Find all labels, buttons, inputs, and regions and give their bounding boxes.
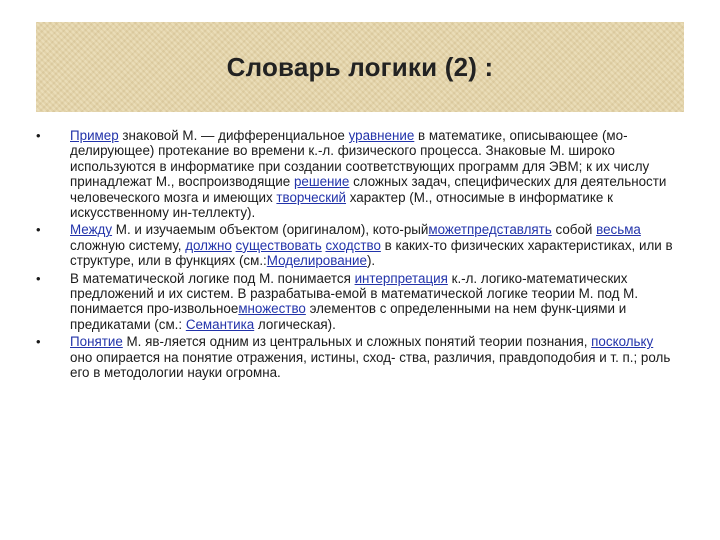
hyperlink[interactable]: творческий	[276, 189, 347, 205]
hyperlink[interactable]: существовать	[235, 237, 322, 253]
hyperlink[interactable]: решение	[293, 174, 350, 190]
bullet-text: М. и изучаемым объектом (оригиналом), кото-рый	[112, 222, 429, 238]
bullet-marker: •	[36, 128, 41, 143]
bullet-text: оно опирается на понятие отражения, истины, сход- ства, различия, правдоподобия и т. п.; роль его в методологии науки огромна.	[70, 349, 671, 381]
bullet-text: М. яв-ляется одним из центральных и сложных понятий теории познания,	[122, 334, 592, 350]
hyperlink[interactable]: весьма	[596, 222, 641, 238]
bullet-text: к.-л. логико-математических предложений и их систем. В разрабатыва-емой в математической логике теории М. под М. понимается про-извольное	[70, 270, 639, 317]
bullet-text: сложных задач, специфических для деятельности человеческого мозга и имеющих	[70, 174, 667, 205]
hyperlink[interactable]: сходство	[325, 237, 381, 253]
bullet-item	[28, 334, 678, 380]
bullet-item	[28, 222, 678, 268]
bullet-text: В математической логике под М. понимается	[70, 270, 355, 286]
hyperlink[interactable]: интерпретация	[354, 270, 448, 286]
bullet-text: ).	[366, 253, 376, 269]
slide-title: Словарь логики (2) :	[226, 51, 494, 82]
bullet-item	[28, 128, 678, 220]
hyperlink[interactable]: можетпредставлять	[428, 222, 552, 238]
hyperlink[interactable]: Понятие	[70, 334, 123, 350]
bullet-text: собой	[551, 222, 597, 238]
hyperlink[interactable]: поскольку	[591, 334, 654, 350]
title-band	[36, 22, 684, 112]
bullet-text: логическая).	[254, 316, 336, 332]
hyperlink[interactable]: Между	[70, 222, 113, 238]
bullet-marker: •	[36, 222, 41, 238]
bullet-marker: •	[36, 270, 41, 286]
hyperlink[interactable]: уравнение	[348, 128, 415, 143]
bullet-list	[28, 128, 678, 383]
bullet-text: в математике, описывающее (мо-делирующее) протекание во времени к.-л. физического процесса. Знаковые М. широко используются в информатике при создании соответствующих программ для ЭВМ; к их числу принадлежат М., воспроизводящие	[70, 128, 650, 190]
hyperlink[interactable]: должно	[185, 237, 232, 253]
bullet-text: в каких-то физических характеристиках, или в структуре, или в функциях (см.:	[70, 237, 673, 269]
hyperlink[interactable]: Семантика	[185, 316, 255, 332]
bullet-text: элементов с определенными на нем функ-циями и предикатами (см.:	[70, 301, 627, 332]
hyperlink[interactable]: множество	[238, 301, 306, 317]
bullet-text: знаковой М. — дифференциальное	[118, 128, 349, 143]
bullet-marker: •	[36, 334, 41, 350]
bullet-item	[28, 271, 678, 333]
bullet-text: характер (М., относимые в информатике к искусственному ин-теллекту).	[70, 189, 613, 221]
hyperlink[interactable]: Пример	[70, 128, 119, 143]
bullet-text: сложную систему,	[70, 237, 186, 253]
hyperlink[interactable]: Моделирование	[266, 253, 367, 269]
